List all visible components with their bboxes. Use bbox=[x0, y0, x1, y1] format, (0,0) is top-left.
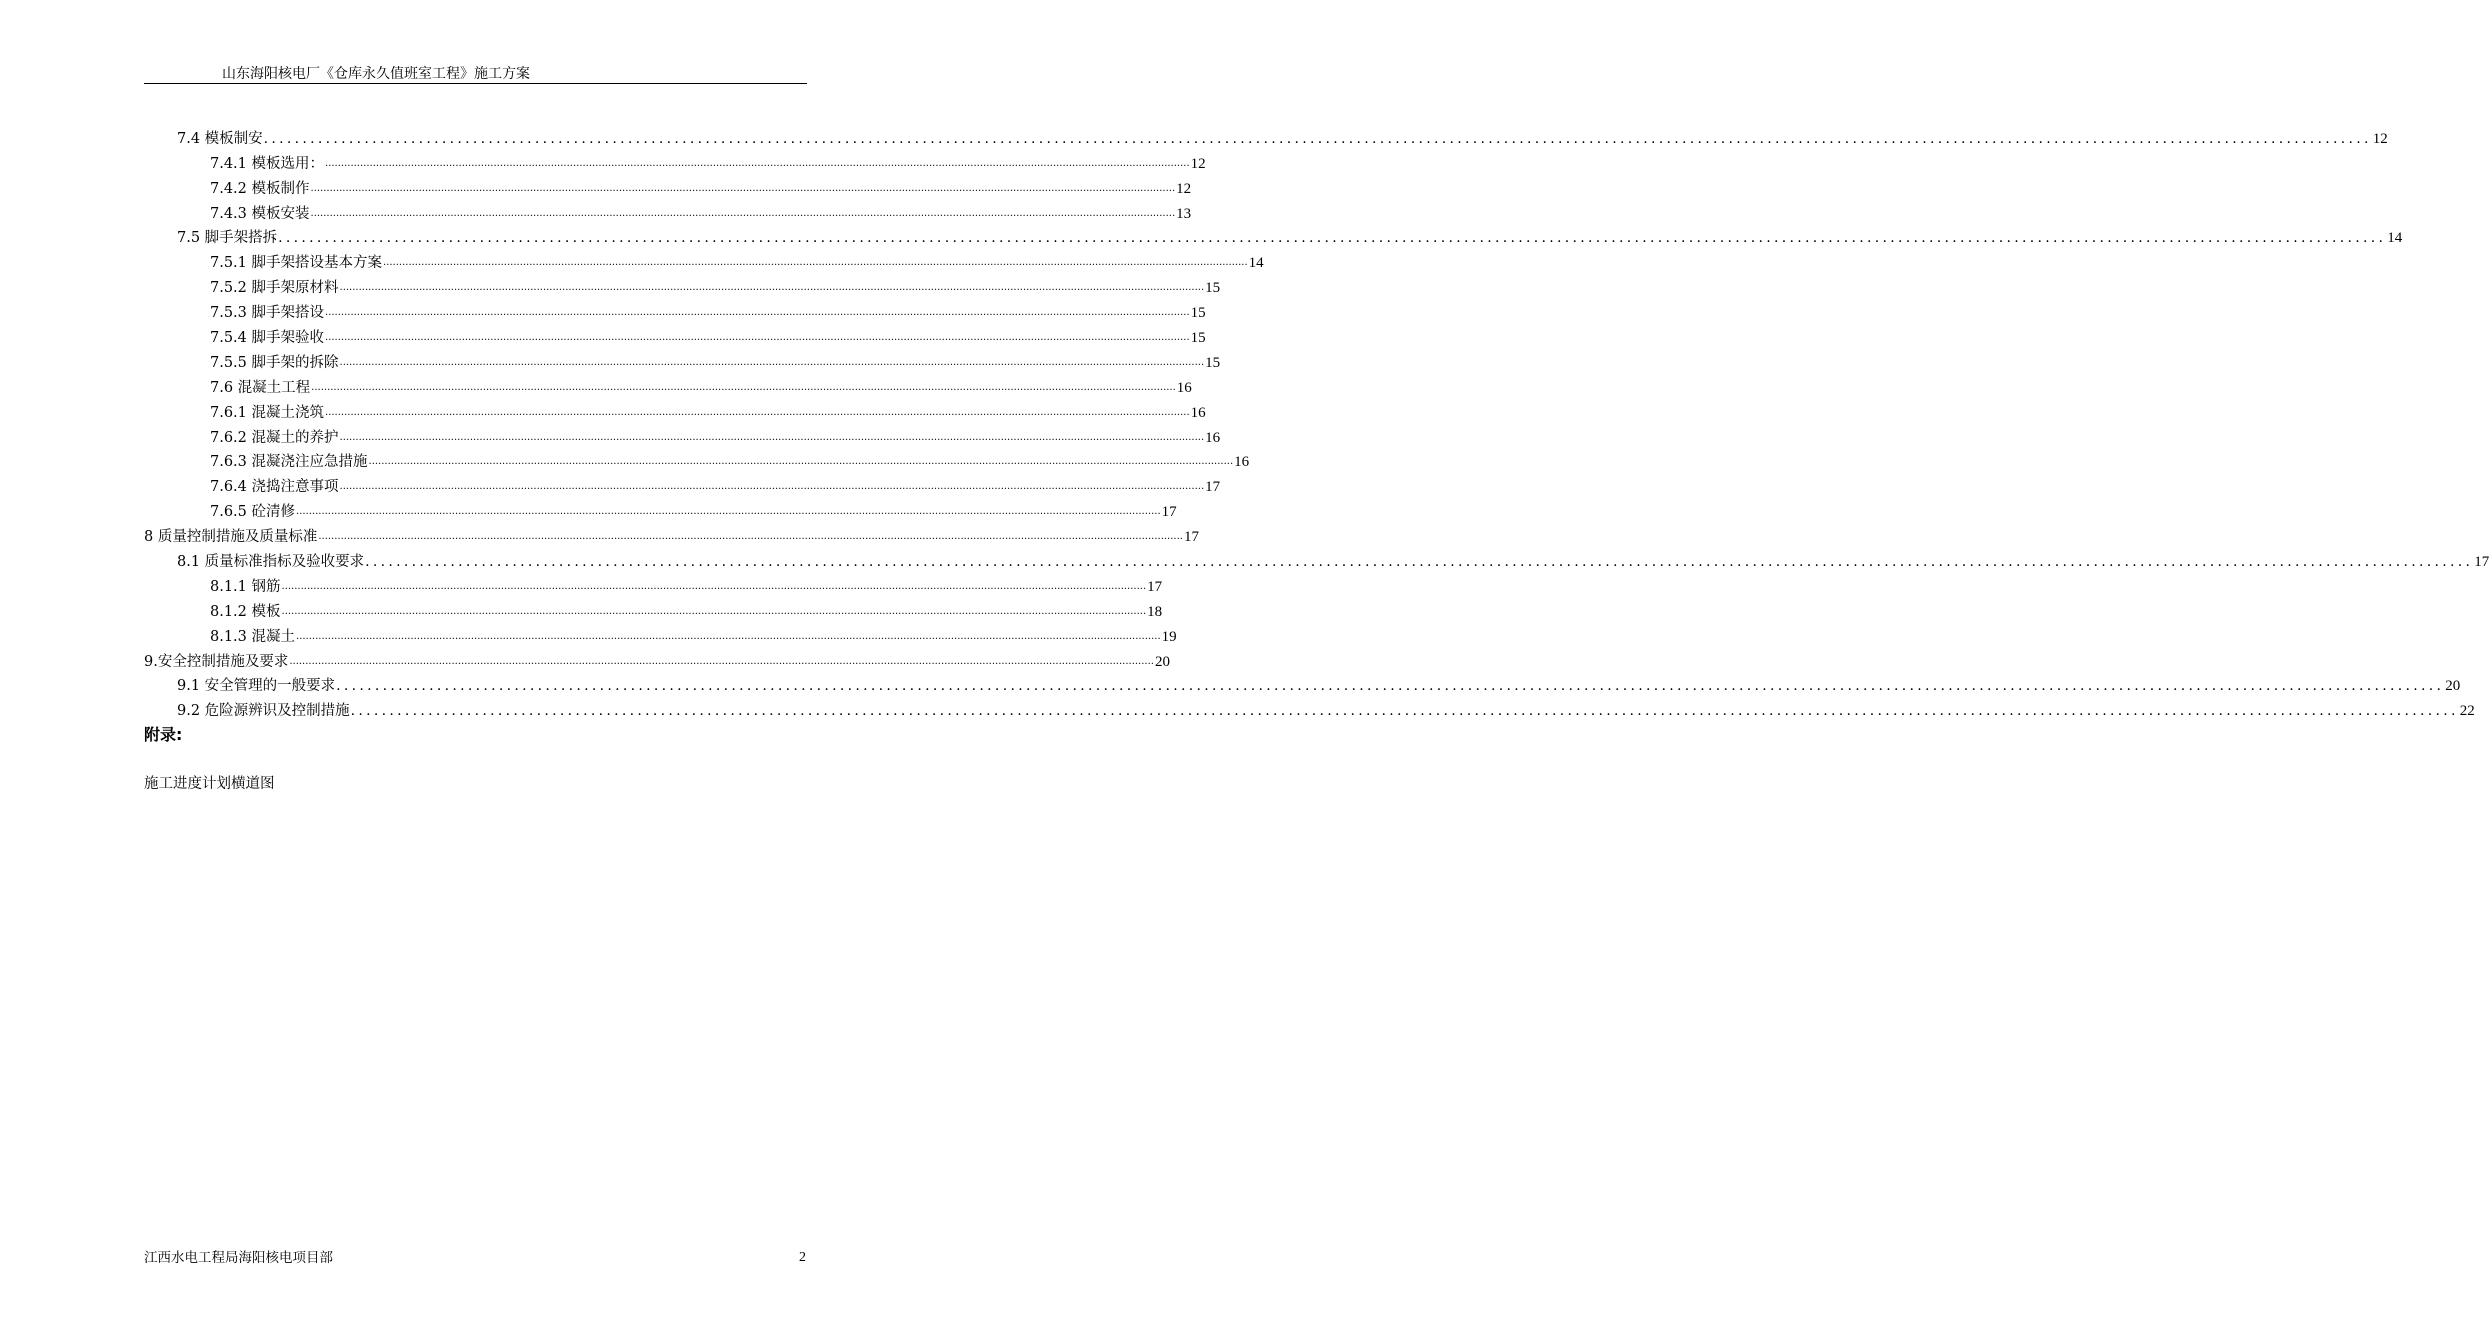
toc-entry[interactable] bbox=[144, 423, 1221, 448]
toc-entry-title: 7.6 混凝土工程 bbox=[210, 379, 311, 396]
toc-dot-leader: ................................................................................................................................................................................................................................................................................ bbox=[325, 157, 1190, 169]
toc-entry-page: 12 bbox=[1176, 180, 1192, 197]
toc-entry-page: 15 bbox=[1190, 330, 1206, 347]
toc-entry[interactable] bbox=[144, 149, 1206, 174]
toc-entry-title: 9.1 安全管理的一般要求 bbox=[177, 678, 336, 695]
toc-entry[interactable] bbox=[144, 696, 2475, 721]
toc-entry[interactable] bbox=[144, 323, 1206, 348]
toc-entry-title: 7.6.3 混凝浇注应急措施 bbox=[210, 454, 368, 471]
toc-entry[interactable] bbox=[144, 497, 1177, 522]
toc-dot-leader: ................................................................................................................................................................................................................................................................................ bbox=[318, 531, 1183, 543]
toc-entry-page: 17 bbox=[1205, 479, 1221, 496]
toc-entry[interactable] bbox=[144, 522, 1199, 547]
toc-entry-page: 12 bbox=[1190, 155, 1206, 172]
toc-dot-leader: ................................................................................................................................................................................................................................................................................ bbox=[263, 130, 2372, 147]
toc-dot-leader: ................................................................................................................................................................................................................................................................................ bbox=[336, 678, 2445, 695]
toc-entry-page: 19 bbox=[1161, 628, 1177, 645]
toc-entry-page: 16 bbox=[1234, 454, 1250, 471]
toc-entry[interactable] bbox=[144, 224, 2403, 249]
toc-dot-leader: ................................................................................................................................................................................................................................................................................ bbox=[339, 356, 1205, 368]
toc-dot-leader: ................................................................................................................................................................................................................................................................................ bbox=[383, 257, 1248, 269]
toc-entry-title: 7.5.1 脚手架搭设基本方案 bbox=[210, 255, 383, 272]
toc-entry-page: 20 bbox=[2445, 678, 2461, 695]
toc-entry[interactable] bbox=[144, 248, 1264, 273]
toc-entry-page: 15 bbox=[1190, 305, 1206, 322]
toc-dot-leader: ................................................................................................................................................................................................................................................................................ bbox=[350, 703, 2459, 720]
toc-dot-leader: ................................................................................................................................................................................................................................................................................ bbox=[310, 207, 1176, 219]
toc-entry-title: 7.6.2 混凝土的养护 bbox=[210, 429, 339, 446]
toc-entry-page: 16 bbox=[1190, 404, 1206, 421]
toc-entry-title: 8.1.1 钢筋 bbox=[210, 578, 281, 595]
toc-entry[interactable] bbox=[144, 547, 2489, 572]
toc-entry[interactable] bbox=[144, 124, 2388, 149]
toc-dot-leader: ................................................................................................................................................................................................................................................................................ bbox=[310, 182, 1176, 194]
toc-entry-title: 7.4.3 模板安装 bbox=[210, 205, 310, 222]
toc-dot-leader: ................................................................................................................................................................................................................................................................................ bbox=[368, 456, 1234, 468]
toc-entry-page: 13 bbox=[1176, 205, 1192, 222]
toc-entry-title: 8 质量控制措施及质量标准 bbox=[144, 529, 318, 546]
toc-entry-page: 18 bbox=[1147, 603, 1163, 620]
toc-dot-leader: ................................................................................................................................................................................................................................................................................ bbox=[339, 431, 1205, 443]
toc-entry[interactable] bbox=[144, 597, 1163, 622]
toc-entry[interactable] bbox=[144, 647, 1170, 672]
toc-dot-leader: ................................................................................................................................................................................................................................................................................ bbox=[339, 481, 1205, 493]
toc-entry-page: 17 bbox=[1183, 529, 1199, 546]
toc-entry-page: 15 bbox=[1205, 280, 1221, 297]
toc-entry-title: 7.5.2 脚手架原材料 bbox=[210, 280, 339, 297]
toc-dot-leader: ................................................................................................................................................................................................................................................................................ bbox=[339, 282, 1205, 294]
toc-entry-title: 7.5.3 脚手架搭设 bbox=[210, 305, 325, 322]
toc-entry[interactable] bbox=[144, 273, 1221, 298]
toc-entry-title: 7.5.4 脚手架验收 bbox=[210, 330, 325, 347]
toc-entry-page: 22 bbox=[2459, 703, 2475, 720]
toc-dot-leader: ................................................................................................................................................................................................................................................................................ bbox=[325, 332, 1190, 344]
toc-dot-leader: ................................................................................................................................................................................................................................................................................ bbox=[281, 605, 1147, 617]
toc-entry-title: 7.6.4 浇捣注意事项 bbox=[210, 479, 339, 496]
toc-entry-page: 14 bbox=[1248, 255, 1264, 272]
appendix-heading: 附录: bbox=[144, 725, 183, 744]
toc-entry-title: 8.1.3 混凝土 bbox=[210, 628, 296, 645]
toc-entry-page: 17 bbox=[1161, 504, 1177, 521]
appendix-item: 施工进度计划横道图 bbox=[144, 776, 275, 792]
toc-dot-leader: ................................................................................................................................................................................................................................................................................ bbox=[281, 580, 1147, 592]
toc-entry[interactable] bbox=[144, 472, 1221, 497]
toc-entry-title: 8.1.2 模板 bbox=[210, 603, 281, 620]
footer-organization: 江西水电工程局海阳核电项目部 bbox=[144, 1250, 333, 1266]
toc-entry[interactable] bbox=[144, 448, 1250, 473]
toc-entry[interactable] bbox=[144, 572, 1163, 597]
toc-entry-title: 8.1 质量标准指标及验收要求 bbox=[177, 554, 365, 571]
toc-entry-page: 12 bbox=[2372, 130, 2388, 147]
header-rule bbox=[144, 83, 807, 84]
toc-entry-title: 9.安全控制措施及要求 bbox=[144, 653, 289, 670]
toc-entry-title: 7.4 模板制安 bbox=[177, 130, 263, 147]
toc-entry-page: 15 bbox=[1205, 354, 1221, 371]
toc-dot-leader: ................................................................................................................................................................................................................................................................................ bbox=[325, 406, 1190, 418]
toc-entry[interactable] bbox=[144, 622, 1177, 647]
toc-entry-page: 20 bbox=[1154, 653, 1170, 670]
toc-entry-page: 16 bbox=[1176, 379, 1192, 396]
toc-entry[interactable] bbox=[144, 199, 1192, 224]
toc-dot-leader: ................................................................................................................................................................................................................................................................................ bbox=[325, 307, 1190, 319]
toc-entry-title: 7.5.5 脚手架的拆除 bbox=[210, 354, 339, 371]
toc-entry-title: 7.4.2 模板制作 bbox=[210, 180, 310, 197]
table-of-contents bbox=[144, 124, 2489, 721]
toc-entry-title: 7.6.1 混凝土浇筑 bbox=[210, 404, 325, 421]
toc-entry-page: 17 bbox=[2474, 554, 2489, 571]
toc-entry[interactable] bbox=[144, 298, 1206, 323]
footer-page-number: 2 bbox=[799, 1250, 806, 1265]
toc-entry[interactable] bbox=[144, 373, 1192, 398]
toc-entry[interactable] bbox=[144, 398, 1206, 423]
toc-dot-leader: ................................................................................................................................................................................................................................................................................ bbox=[296, 630, 1161, 642]
toc-dot-leader: ................................................................................................................................................................................................................................................................................ bbox=[365, 554, 2474, 571]
toc-dot-leader: ................................................................................................................................................................................................................................................................................ bbox=[278, 230, 2387, 247]
toc-entry-page: 16 bbox=[1205, 429, 1221, 446]
toc-dot-leader: ................................................................................................................................................................................................................................................................................ bbox=[289, 655, 1154, 667]
toc-entry[interactable] bbox=[144, 348, 1221, 373]
toc-entry[interactable] bbox=[144, 174, 1192, 199]
toc-entry-page: 17 bbox=[1147, 578, 1163, 595]
toc-dot-leader: ................................................................................................................................................................................................................................................................................ bbox=[296, 506, 1161, 518]
toc-entry[interactable] bbox=[144, 672, 2461, 697]
toc-entry-title: 7.6.5 砼清修 bbox=[210, 504, 296, 521]
toc-dot-leader: ................................................................................................................................................................................................................................................................................ bbox=[311, 381, 1176, 393]
toc-entry-title: 7.4.1 模板选用： bbox=[210, 155, 325, 172]
toc-entry-title: 7.5 脚手架搭拆 bbox=[177, 230, 278, 247]
page-header-title: 山东海阳核电厂《仓库永久值班室工程》施工方案 bbox=[222, 66, 530, 82]
toc-entry-page: 14 bbox=[2387, 230, 2403, 247]
toc-entry-title: 9.2 危险源辨识及控制措施 bbox=[177, 703, 350, 720]
